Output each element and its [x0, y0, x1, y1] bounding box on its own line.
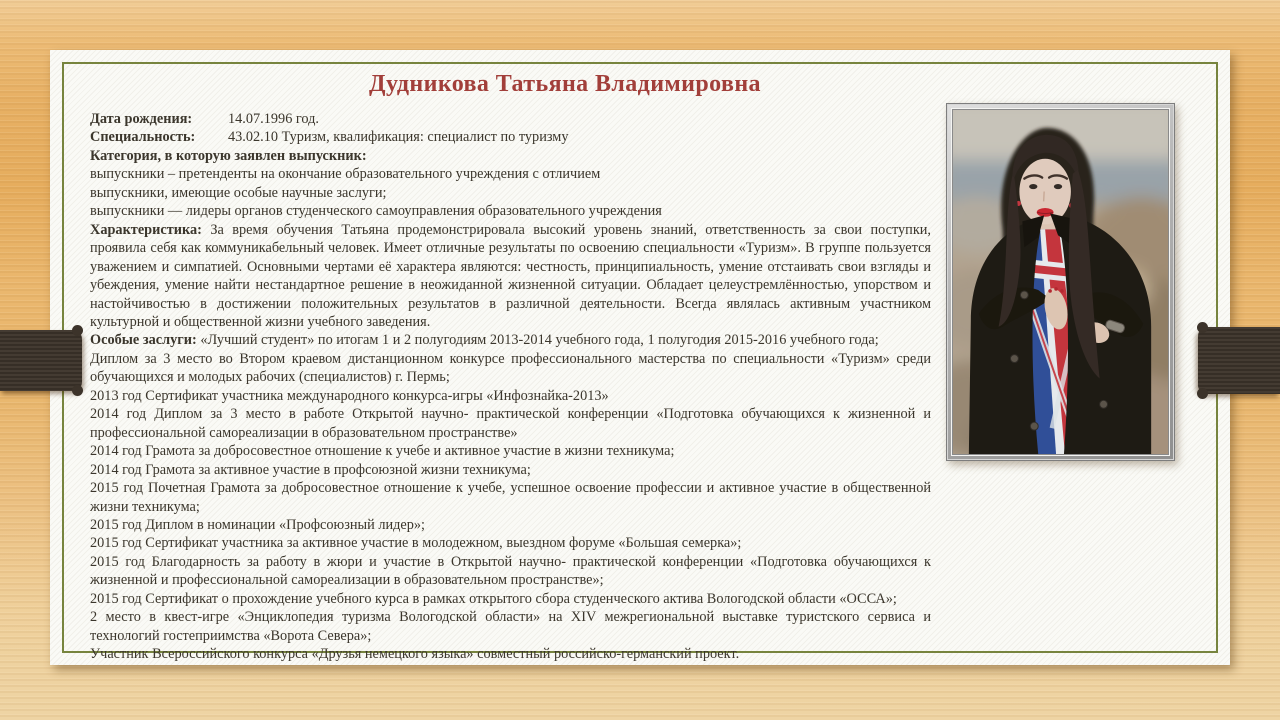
category-item: выпускники — лидеры органов студенческого самоуправления образовательного учреждения	[90, 203, 662, 220]
achievement-item: Участник Всероссийского конкурса «Друзья немецкого языка» совместный российско-германский проект.	[90, 646, 740, 663]
info-label-birthdate: Дата рождения:	[90, 111, 193, 127]
left-edge-ribbon	[0, 330, 82, 391]
characteristic-text: За время обучения Татьяна продемонстрировала высокий уровень знаний, ответственность за свои поступки, проявила себя как коммуникабельный человек. Имеет отличные результаты по освоению специальности «Туризм». В группе пользуется уважением и симпатией. Основными чертами её характера являются: честность, принципиальность, умение отстаивать свои взгляды и убеждения, умение найти нестандартное решение в неожиданной жизненной ситуации. Обладает целеустремлённостью, упорством и настойчивостью в достижении положительных результатов в различной деятельности. Всегда являлась активным участником культурной и общественной жизни учебного заведения.	[90, 221, 931, 330]
merits-label: Особые заслуги:	[90, 332, 197, 349]
achievement-item: 2015 год Сертификат о прохождение учебного курса в рамках открытого сбора студенческого актива Вологодской области «ОССА»;	[90, 590, 897, 607]
merits-text: «Лучший студент» по итогам 1 и 2 полугодиям 2013-2014 учебного года, 1 полугодия 2015-2016 учебного года;	[200, 332, 879, 349]
achievement-item: 2 место в квест-игре «Энциклопедия туризма Вологодской области» на XIV межрегиональной выставке туристского сервиса и технологий гостеприимства «Ворота Севера»;	[90, 609, 931, 644]
characteristic-label: Характеристика:	[90, 221, 202, 238]
category-heading: Категория, в которую заявлен выпускник:	[90, 147, 367, 164]
info-value-birthdate: 14.07.1996 год.	[228, 111, 320, 127]
merits-paragraph	[90, 331, 931, 349]
portrait-photo	[952, 109, 1169, 455]
achievement-item: 2015 год Благодарность за работу в жюри и участие в Открытой научно- практической конференции «Подготовка обучающихся к жизненной и профессиональной самореализации в образовательном пространстве»;	[90, 553, 931, 589]
achievement-item: 2013 год Сертификат участника международного конкурса-игры «Инфознайка-2013»	[90, 387, 609, 404]
category-item: выпускники – претенденты на окончание образовательного учреждения с отличием	[90, 166, 601, 183]
info-value-specialty: 43.02.10 Туризм, квалификация: специалист по туризму	[228, 129, 569, 146]
achievement-item: 2014 год Грамота за добросовестное отношение к учебе и активное участие в жизни техникума;	[90, 443, 675, 460]
achievement-item: 2015 год Сертификат участника за активное участие в молодежном, выездном форуме «Большая семерка»;	[90, 535, 742, 552]
photo-frame	[946, 103, 1175, 461]
info-label-specialty: Специальность:	[90, 129, 196, 146]
category-item: выпускники, имеющие особые научные заслуги;	[90, 184, 387, 201]
characteristic-paragraph	[90, 221, 931, 332]
achievement-item: Диплом за 3 место во Втором краевом дистанционном конкурсе профессионального мастерства по специальности «Туризм» среди обучающихся и молодых рабочих (специалистов) г. Пермь;	[90, 350, 931, 386]
achievement-item: 2015 год Диплом в номинации «Профсоюзный лидер»;	[90, 516, 426, 533]
info-row-birthdate	[90, 110, 931, 128]
achievement-item: 2014 год Диплом за 3 место в работе Открытой научно- практической конференции «Подготовка обучающихся к жизненной и профессиональной самореализации в образовательном пространстве»	[90, 406, 931, 441]
achievement-item: 2015 год Почетная Грамота за добросовестное отношение к учебе, успешное освоение профессии и активное участие в общественной жизни техникума;	[90, 480, 931, 515]
info-row-specialty	[90, 128, 931, 146]
page-title: Дудникова Татьяна Владимировна	[369, 71, 761, 97]
right-edge-ribbon	[1198, 327, 1280, 394]
achievement-item: 2014 год Грамота за активное участие в профсоюзной жизни техникума;	[90, 461, 531, 478]
slide-card	[50, 50, 1230, 665]
profile-text-block	[90, 110, 931, 664]
